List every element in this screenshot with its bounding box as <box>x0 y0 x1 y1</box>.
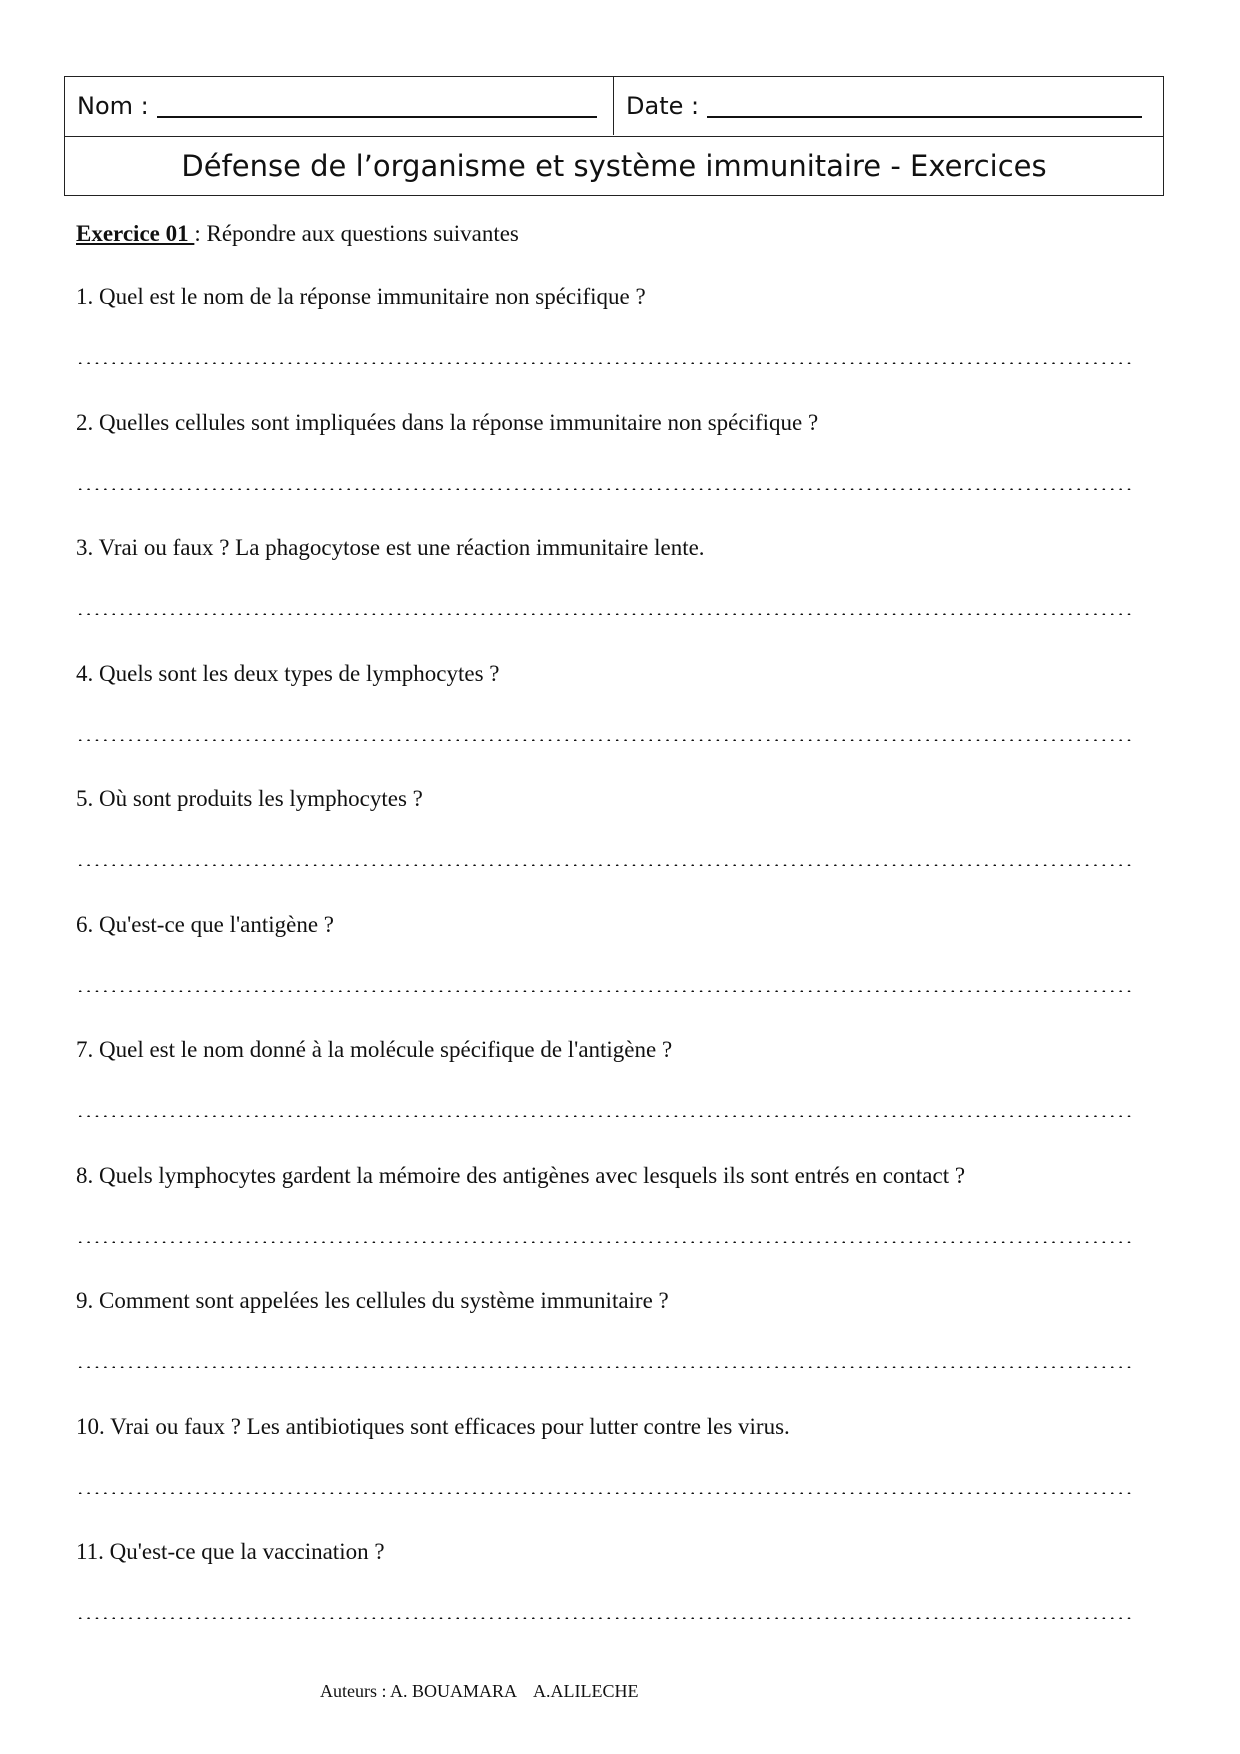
question-5: 5. Où sont produits les lymphocytes ? <box>76 786 423 811</box>
name-label: Nom : <box>77 92 149 120</box>
date-cell[interactable] <box>614 77 1163 135</box>
answer-line-5[interactable] <box>76 863 1134 867</box>
name-blank-line[interactable] <box>157 94 597 118</box>
answer-line-2[interactable] <box>76 487 1134 491</box>
exercise-heading <box>76 221 519 247</box>
answer-line-8[interactable] <box>76 1240 1134 1244</box>
question-8: 8. Quels lymphocytes gardent la mémoire des antigènes avec lesquels ils sont entrés en contact ? <box>76 1163 966 1188</box>
question-6: 6. Qu'est-ce que l'antigène ? <box>76 912 334 937</box>
answer-line-3[interactable] <box>76 612 1134 616</box>
question-9: 9. Comment sont appelées les cellules du système immunitaire ? <box>76 1288 669 1313</box>
date-blank-line[interactable] <box>707 94 1142 118</box>
question-2: 2. Quelles cellules sont impliquées dans la réponse immunitaire non spécifique ? <box>76 410 819 435</box>
header-table <box>64 76 1164 196</box>
name-cell[interactable] <box>65 77 614 135</box>
header-row-name-date <box>65 77 1163 137</box>
answer-line-11[interactable] <box>76 1616 1134 1620</box>
date-label: Date : <box>626 92 700 120</box>
question-11: 11. Qu'est-ce que la vaccination ? <box>76 1539 385 1564</box>
question-7: 7. Quel est le nom donné à la molécule spécifique de l'antigène ? <box>76 1037 673 1062</box>
authors-footer: Auteurs : A. BOUAMARA A.ALILECHE <box>320 1681 639 1701</box>
answer-line-9[interactable] <box>76 1365 1134 1369</box>
answer-line-4[interactable] <box>76 738 1134 742</box>
exercise-title: Exercice 01 <box>76 221 195 246</box>
exercise-instruction: : Répondre aux questions suivantes <box>194 221 519 246</box>
question-10: 10. Vrai ou faux ? Les antibiotiques sont efficaces pour lutter contre les virus. <box>76 1414 790 1439</box>
worksheet-title: Défense de l’organisme et système immunitaire - Exercices <box>181 149 1047 183</box>
answer-line-1[interactable] <box>76 361 1134 365</box>
answer-line-7[interactable] <box>76 1114 1134 1118</box>
question-1: 1. Quel est le nom de la réponse immunitaire non spécifique ? <box>76 284 646 309</box>
answer-line-10[interactable] <box>76 1491 1134 1495</box>
question-4: 4. Quels sont les deux types de lymphocytes ? <box>76 661 500 686</box>
question-3: 3. Vrai ou faux ? La phagocytose est une réaction immunitaire lente. <box>76 535 705 560</box>
answer-line-6[interactable] <box>76 989 1134 993</box>
